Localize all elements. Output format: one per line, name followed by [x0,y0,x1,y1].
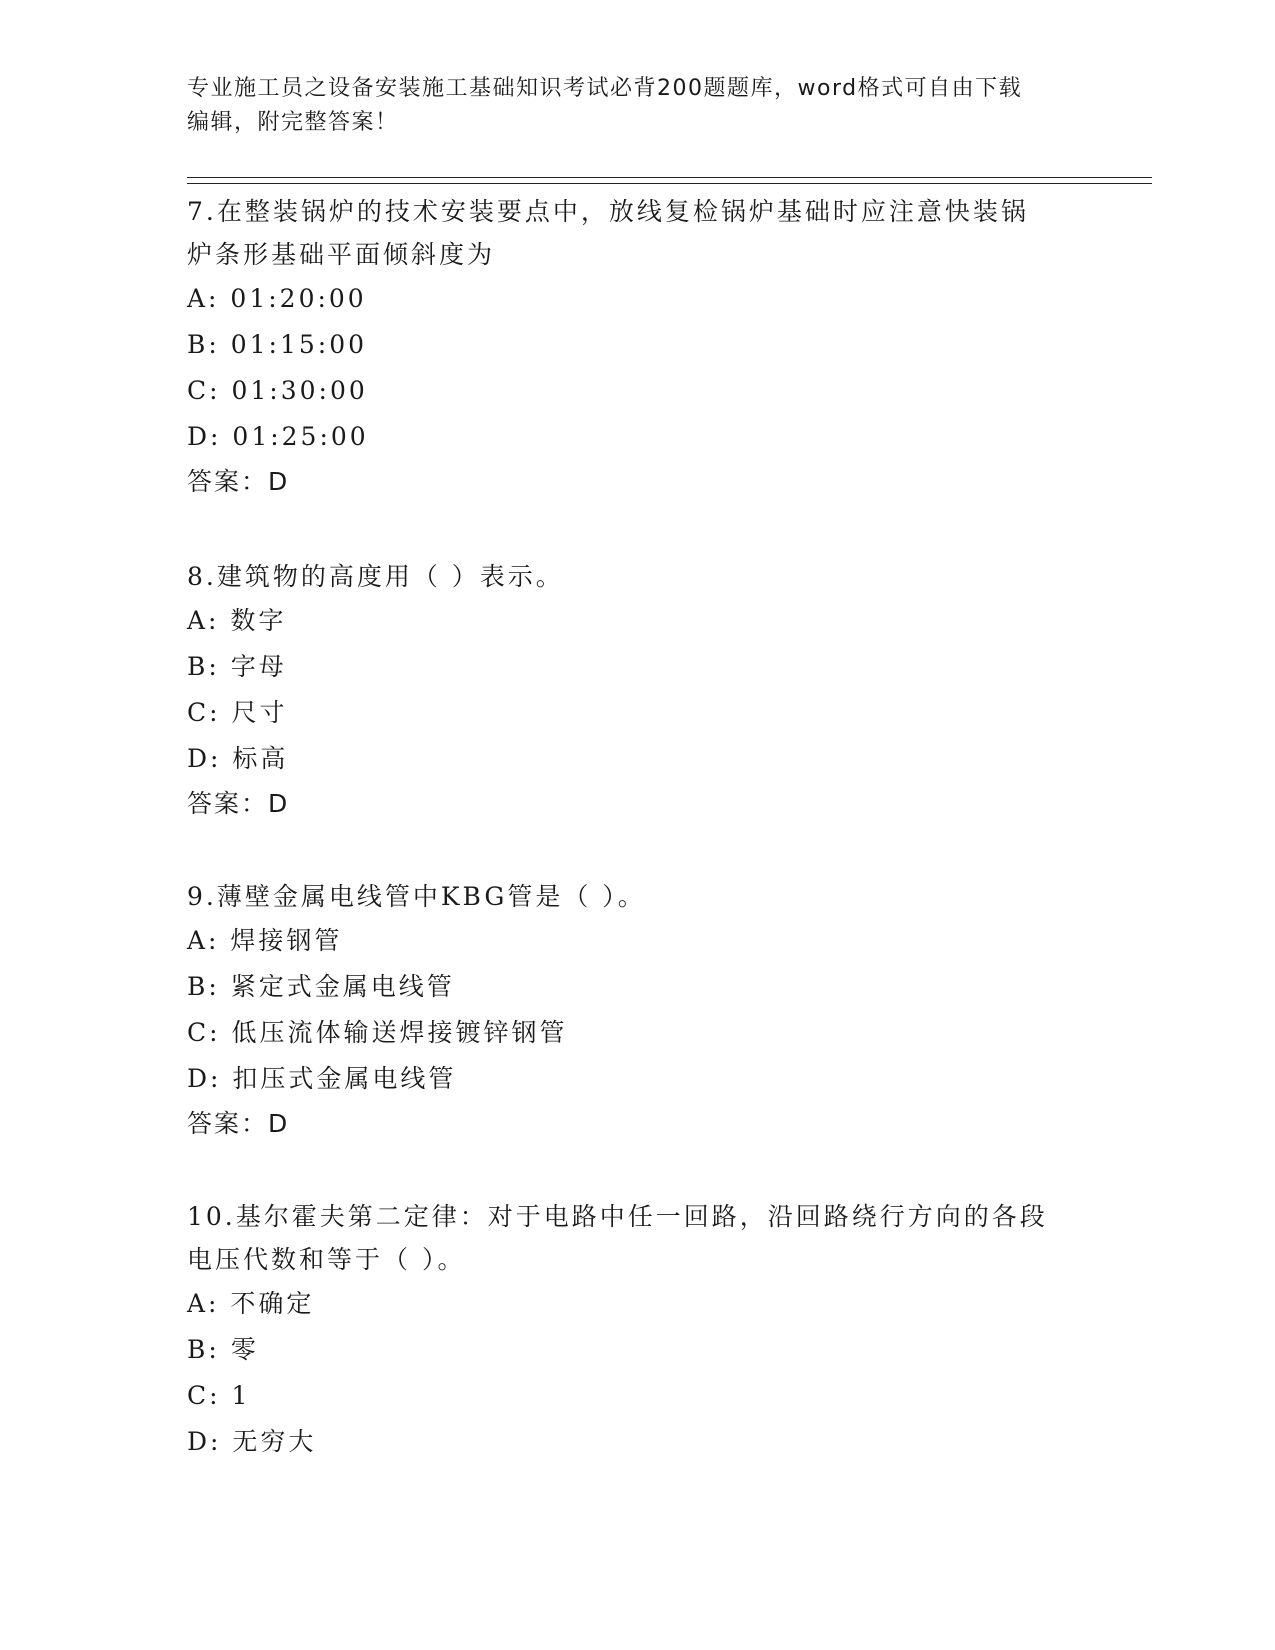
option-c: C: 尺寸 [187,698,288,727]
option-a: A: 01:20:00 [187,284,367,313]
question-8 [187,555,1087,826]
option-d: D: 无穷大 [187,1427,317,1456]
option-d: D: 标高 [187,744,289,773]
option-b: B: 紧定式金属电线管 [187,972,455,1001]
question-stem-line: 8.建筑物的高度用（ ）表示。 [187,562,564,591]
question-stem-line: 炉条形基础平面倾斜度为 [187,240,496,269]
option-b: B: 字母 [187,652,287,681]
question-stem-line: 9.薄壁金属电线管中KBG管是（ ）。 [187,882,646,911]
question-stem-line: 7.在整装锅炉的技术安装要点中，放线复检锅炉基础时应注意快装锅 [187,197,1029,226]
question-stem-line: 10.基尔霍夫第二定律：对于电路中任一回路，沿回路绕行方向的各段 [187,1202,1048,1231]
header-line-1: 专业施工员之设备安装施工基础知识考试必背200题题库，word格式可自由下载 [187,76,1023,101]
answer: 答案：D [187,1109,290,1138]
question-9 [187,875,1087,1146]
document-header [187,72,1087,140]
question-10 [187,1195,1087,1465]
option-c: C: 低压流体输送焊接镀锌钢管 [187,1018,568,1047]
option-b: B: 零 [187,1335,259,1364]
question-7 [187,190,1087,504]
option-d: D: 01:25:00 [187,422,369,451]
header-divider-bottom [187,183,1152,184]
option-c: C: 01:30:00 [187,376,368,405]
option-a: A: 焊接钢管 [187,926,343,955]
option-d: D: 扣压式金属电线管 [187,1064,457,1093]
header-line-2: 编辑，附完整答案！ [187,110,399,135]
header-divider-top [187,177,1152,178]
option-a: A: 数字 [187,606,287,635]
option-a: A: 不确定 [187,1289,315,1318]
option-b: B: 01:15:00 [187,330,368,359]
question-stem-line: 电压代数和等于（ ）。 [187,1245,466,1274]
answer: 答案：D [187,467,290,496]
option-c: C: 1 [187,1381,251,1410]
answer: 答案：D [187,789,290,818]
